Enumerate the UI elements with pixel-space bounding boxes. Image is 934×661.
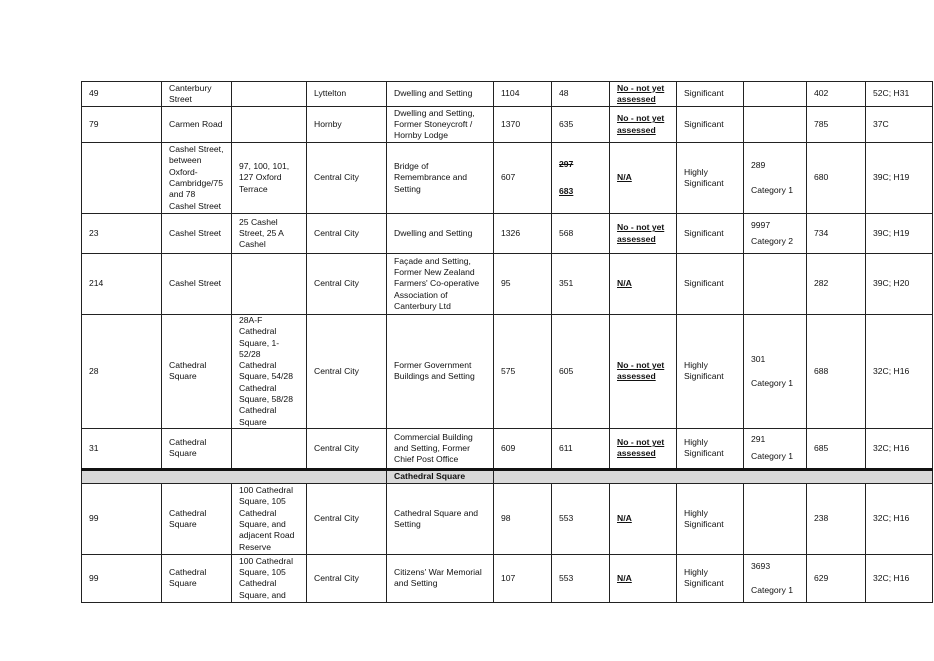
site-number: 31 (82, 428, 162, 469)
area: Hornby (307, 107, 387, 143)
planning-map: 39C; H19 (866, 143, 933, 214)
significance: Highly Significant (677, 483, 744, 554)
heritage-item-number: 95 (494, 254, 552, 315)
district-plan-number: 629 (807, 554, 866, 602)
significance: Significant (677, 214, 744, 254)
assessment-status (610, 107, 677, 143)
street-address (232, 428, 307, 469)
planning-map: 32C; H16 (866, 554, 933, 602)
hnz-number: 9997 (751, 219, 771, 230)
setting-number: 611 (552, 428, 610, 469)
hnz-number: 289 (751, 160, 766, 171)
table-row (82, 82, 933, 107)
street-name: Cathedral Square (162, 483, 232, 554)
setting-number-deleted: 297 (559, 158, 574, 169)
area: Central City (307, 254, 387, 315)
significance: Significant (677, 107, 744, 143)
area: Central City (307, 143, 387, 214)
section-header-row (82, 469, 933, 483)
street-address: 97, 100, 101, 127 Oxford Terrace (232, 143, 307, 214)
setting-number (552, 143, 610, 214)
hnz-category (744, 143, 807, 214)
hnz-category (744, 428, 807, 469)
hnz-category-label: Category 1 (751, 584, 794, 595)
heritage-schedule-table (81, 81, 933, 603)
section-header-label: Cathedral Square (387, 469, 494, 483)
site-number: 99 (82, 483, 162, 554)
setting-number: 635 (552, 107, 610, 143)
district-plan-number: 688 (807, 315, 866, 429)
assessment-status-text: N/A (617, 278, 632, 289)
heritage-item-number: 575 (494, 315, 552, 429)
description: Dwelling and Setting (387, 82, 494, 107)
description: Dwelling and Setting, Former Stoneycroft / Hornby Lodge (387, 107, 494, 143)
street-name: Cathedral Square (162, 428, 232, 469)
assessment-status-text: No - not yet assessed (617, 437, 665, 459)
assessment-status-text: N/A (617, 572, 632, 583)
area: Central City (307, 214, 387, 254)
planning-map: 39C; H19 (866, 214, 933, 254)
table-row (82, 214, 933, 254)
setting-number: 553 (552, 483, 610, 554)
assessment-status-text: N/A (617, 513, 632, 524)
street-name: Cathedral Square (162, 315, 232, 429)
planning-map: 52C; H31 (866, 82, 933, 107)
table-row (82, 483, 933, 554)
assessment-status (610, 483, 677, 554)
setting-number: 553 (552, 554, 610, 602)
description: Bridge of Remembrance and Setting (387, 143, 494, 214)
hnz-category (744, 315, 807, 429)
assessment-status (610, 254, 677, 315)
site-number: 99 (82, 554, 162, 602)
hnz-category (744, 254, 807, 315)
street-address: 100 Cathedral Square, 105 Cathedral Square, and (232, 554, 307, 602)
hnz-category (744, 107, 807, 143)
table-row (82, 107, 933, 143)
hnz-category-label: Category 1 (751, 377, 794, 388)
significance: Significant (677, 82, 744, 107)
setting-number-inserted: 683 (559, 186, 574, 196)
description: Citizens' War Memorial and Setting (387, 554, 494, 602)
setting-number: 568 (552, 214, 610, 254)
setting-number: 351 (552, 254, 610, 315)
planning-map: 32C; H16 (866, 483, 933, 554)
street-address: 100 Cathedral Square, 105 Cathedral Square, and adjacent Road Reserve (232, 483, 307, 554)
street-name: Cashel Street, between Oxford-Cambridge/75 and 78 Cashel Street (162, 143, 232, 214)
planning-map: 39C; H20 (866, 254, 933, 315)
street-name: Cathedral Square (162, 554, 232, 602)
setting-number: 605 (552, 315, 610, 429)
district-plan-number: 402 (807, 82, 866, 107)
heritage-item-number: 1104 (494, 82, 552, 107)
assessment-status (610, 554, 677, 602)
table-row (82, 554, 933, 602)
assessment-status-text: No - not yet assessed (617, 360, 665, 382)
description: Cathedral Square and Setting (387, 483, 494, 554)
significance: Significant (677, 254, 744, 315)
hnz-category (744, 554, 807, 602)
site-number: 28 (82, 315, 162, 429)
assessment-status (610, 428, 677, 469)
description: Façade and Setting, Former New Zealand Farmers' Co-operative Association of Canterbury Ltd (387, 254, 494, 315)
assessment-status-text: No - not yet assessed (617, 82, 665, 104)
street-address (232, 107, 307, 143)
street-address (232, 82, 307, 107)
district-plan-number: 238 (807, 483, 866, 554)
description: Dwelling and Setting (387, 214, 494, 254)
assessment-status-text: No - not yet assessed (617, 222, 665, 244)
table-row (82, 428, 933, 469)
district-plan-number: 680 (807, 143, 866, 214)
site-number: 79 (82, 107, 162, 143)
assessment-status-text: N/A (617, 172, 632, 183)
district-plan-number: 785 (807, 107, 866, 143)
area: Central City (307, 483, 387, 554)
street-address: 28A-F Cathedral Square, 1-52/28 Cathedral Square, 54/28 Cathedral Square, 58/28 Cathedral Square (232, 315, 307, 429)
area: Lyttelton (307, 82, 387, 107)
street-name: Carmen Road (162, 107, 232, 143)
hnz-category (744, 214, 807, 254)
street-address (232, 254, 307, 315)
hnz-category-label: Category 2 (751, 236, 794, 246)
hnz-number: 3693 (751, 560, 771, 571)
significance: Highly Significant (677, 315, 744, 429)
street-name: Cashel Street (162, 254, 232, 315)
table-row (82, 143, 933, 214)
hnz-number: 301 (751, 353, 766, 364)
heritage-item-number: 609 (494, 428, 552, 469)
area: Central City (307, 554, 387, 602)
assessment-status (610, 82, 677, 107)
planning-map: 32C; H16 (866, 428, 933, 469)
site-number: 49 (82, 82, 162, 107)
street-name: Cashel Street (162, 214, 232, 254)
heritage-item-number: 1326 (494, 214, 552, 254)
hnz-category (744, 82, 807, 107)
assessment-status (610, 315, 677, 429)
heritage-item-number: 107 (494, 554, 552, 602)
area: Central City (307, 315, 387, 429)
site-number: 214 (82, 254, 162, 315)
street-name: Canterbury Street (162, 82, 232, 107)
area: Central City (307, 428, 387, 469)
heritage-item-number: 98 (494, 483, 552, 554)
table-row (82, 254, 933, 315)
hnz-number: 291 (751, 434, 766, 445)
hnz-category-label: Category 1 (751, 184, 794, 195)
planning-map: 32C; H16 (866, 315, 933, 429)
district-plan-number: 282 (807, 254, 866, 315)
district-plan-number: 685 (807, 428, 866, 469)
assessment-status-text: No - not yet assessed (617, 113, 665, 135)
site-number: 23 (82, 214, 162, 254)
heritage-item-number: 1370 (494, 107, 552, 143)
hnz-category (744, 483, 807, 554)
district-plan-number: 734 (807, 214, 866, 254)
significance: Highly Significant (677, 428, 744, 469)
significance: Highly Significant (677, 554, 744, 602)
setting-number: 48 (552, 82, 610, 107)
site-number (82, 143, 162, 214)
assessment-status (610, 143, 677, 214)
assessment-status (610, 214, 677, 254)
table-row (82, 315, 933, 429)
heritage-item-number: 607 (494, 143, 552, 214)
hnz-category-label: Category 1 (751, 451, 794, 462)
significance: Highly Significant (677, 143, 744, 214)
description: Commercial Building and Setting, Former Chief Post Office (387, 428, 494, 469)
street-address: 25 Cashel Street, 25 A Cashel (232, 214, 307, 254)
description: Former Government Buildings and Setting (387, 315, 494, 429)
planning-map: 37C (866, 107, 933, 143)
